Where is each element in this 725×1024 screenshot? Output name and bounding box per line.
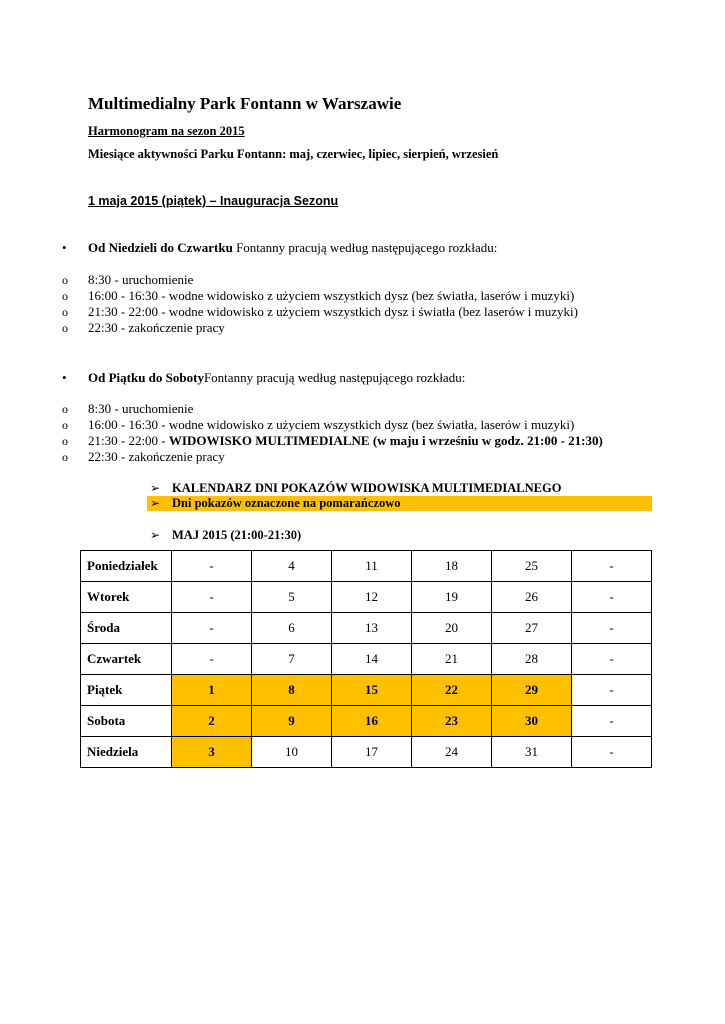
arrow-bullet-icon: ➢ (150, 528, 161, 542)
show-day-cell: 22 (412, 675, 492, 706)
show-day-cell: 15 (332, 675, 412, 706)
day-cell: - (172, 582, 252, 613)
list-item: o 16:00 - 16:30 - wodne widowisko z użyciem wszystkich dysz (bez światła, laserów i muzyki) (62, 417, 575, 432)
weekday-label: Niedziela (81, 737, 172, 768)
section2-lead: Od Piątku do Soboty (88, 370, 204, 385)
circle-bullet-icon: o (62, 321, 68, 335)
multimedia-show-note: WIDOWISKO MULTIMEDIALNE (w maju i wrześniu w godz. 21:00 - 21:30) (168, 433, 603, 448)
day-cell: 24 (412, 737, 492, 768)
weekday-label: Poniedziałek (81, 551, 172, 582)
day-cell: 18 (412, 551, 492, 582)
section2-heading (62, 370, 465, 386)
day-cell: 25 (492, 551, 572, 582)
day-cell: - (172, 551, 252, 582)
list-item: o 8:30 - uruchomienie (62, 272, 194, 287)
day-cell: - (572, 644, 652, 675)
bullet-icon: • (62, 370, 67, 385)
highlight-note: ➢ Dni pokazów oznaczone na pomarańczowo (150, 496, 401, 510)
weekday-label: Wtorek (81, 582, 172, 613)
show-day-cell: 1 (172, 675, 252, 706)
may-calendar-table (80, 550, 652, 768)
arrow-bullet-icon: ➢ (150, 481, 161, 495)
day-cell: 27 (492, 613, 572, 644)
day-cell: 13 (332, 613, 412, 644)
section1-heading (62, 240, 497, 256)
table-row (81, 613, 652, 644)
day-cell: - (572, 551, 652, 582)
show-day-cell: 2 (172, 706, 252, 737)
section2-rest: Fontanny pracują według następującego rozkładu: (203, 370, 466, 385)
weekday-label: Sobota (81, 706, 172, 737)
day-cell: 21 (412, 644, 492, 675)
day-cell: 31 (492, 737, 572, 768)
list-item: o 16:00 - 16:30 - wodne widowisko z użyciem wszystkich dysz (bez światła, laserów i muzyki) (62, 288, 575, 303)
day-cell: - (172, 613, 252, 644)
show-day-cell: 30 (492, 706, 572, 737)
circle-bullet-icon: o (62, 402, 68, 416)
circle-bullet-icon: o (62, 450, 68, 464)
table-row (81, 551, 652, 582)
circle-bullet-icon: o (62, 434, 68, 448)
day-cell: 17 (332, 737, 412, 768)
day-cell: 7 (252, 644, 332, 675)
table-row (81, 706, 652, 737)
list-item: o 22:30 - zakończenie pracy (62, 449, 225, 464)
table-row (81, 737, 652, 768)
day-cell: - (572, 706, 652, 737)
day-cell: 19 (412, 582, 492, 613)
list-item: o 22:30 - zakończenie pracy (62, 320, 225, 335)
months-subtitle: Miesiące aktywności Parku Fontann: maj, czerwiec, lipiec, sierpień, wrzesień (88, 147, 499, 161)
show-day-cell: 3 (172, 737, 252, 768)
weekday-label: Środa (81, 613, 172, 644)
show-day-cell: 23 (412, 706, 492, 737)
day-cell: - (172, 644, 252, 675)
list-item: o 21:30 - 22:00 - WIDOWISKO MULTIMEDIALNE (w maju i wrześniu w godz. 21:00 - 21:30) (62, 433, 603, 448)
table-row (81, 582, 652, 613)
day-cell: 12 (332, 582, 412, 613)
circle-bullet-icon: o (62, 289, 68, 303)
circle-bullet-icon: o (62, 418, 68, 432)
list-item: o 8:30 - uruchomienie (62, 401, 194, 416)
day-cell: 10 (252, 737, 332, 768)
table-row (81, 644, 652, 675)
table-row (81, 675, 652, 706)
day-cell: 11 (332, 551, 412, 582)
document-title: Multimedialny Park Fontann w Warszawie (88, 94, 402, 113)
section1-rest: Fontanny pracują według następującego rozkładu: (232, 240, 498, 255)
day-cell: 4 (252, 551, 332, 582)
day-cell: - (572, 675, 652, 706)
day-cell: 26 (492, 582, 572, 613)
list-item: o 21:30 - 22:00 - wodne widowisko z użyciem wszystkich dysz i światła (bez laserów i muzyki) (62, 304, 578, 319)
day-cell: - (572, 582, 652, 613)
show-day-cell: 9 (252, 706, 332, 737)
inauguration-heading: 1 maja 2015 (piątek) – Inauguracja Sezonu (88, 194, 339, 208)
day-cell: 5 (252, 582, 332, 613)
show-day-cell: 8 (252, 675, 332, 706)
calendar-heading: ➢ KALENDARZ DNI POKAZÓW WIDOWISKA MULTIMEDIALNEGO (150, 481, 562, 495)
day-cell: - (572, 613, 652, 644)
day-cell: 20 (412, 613, 492, 644)
day-cell: 6 (252, 613, 332, 644)
arrow-bullet-icon: ➢ (150, 496, 161, 510)
bullet-icon: • (62, 240, 67, 255)
schedule-subtitle: Harmonogram na sezon 2015 (88, 124, 245, 138)
section1-lead: Od Niedzieli do Czwartku (88, 240, 233, 255)
show-day-cell: 29 (492, 675, 572, 706)
month-heading: ➢ MAJ 2015 (21:00-21:30) (150, 528, 302, 542)
day-cell: 14 (332, 644, 412, 675)
weekday-label: Piątek (81, 675, 172, 706)
circle-bullet-icon: o (62, 273, 68, 287)
day-cell: 28 (492, 644, 572, 675)
weekday-label: Czwartek (81, 644, 172, 675)
day-cell: - (572, 737, 652, 768)
show-day-cell: 16 (332, 706, 412, 737)
circle-bullet-icon: o (62, 305, 68, 319)
